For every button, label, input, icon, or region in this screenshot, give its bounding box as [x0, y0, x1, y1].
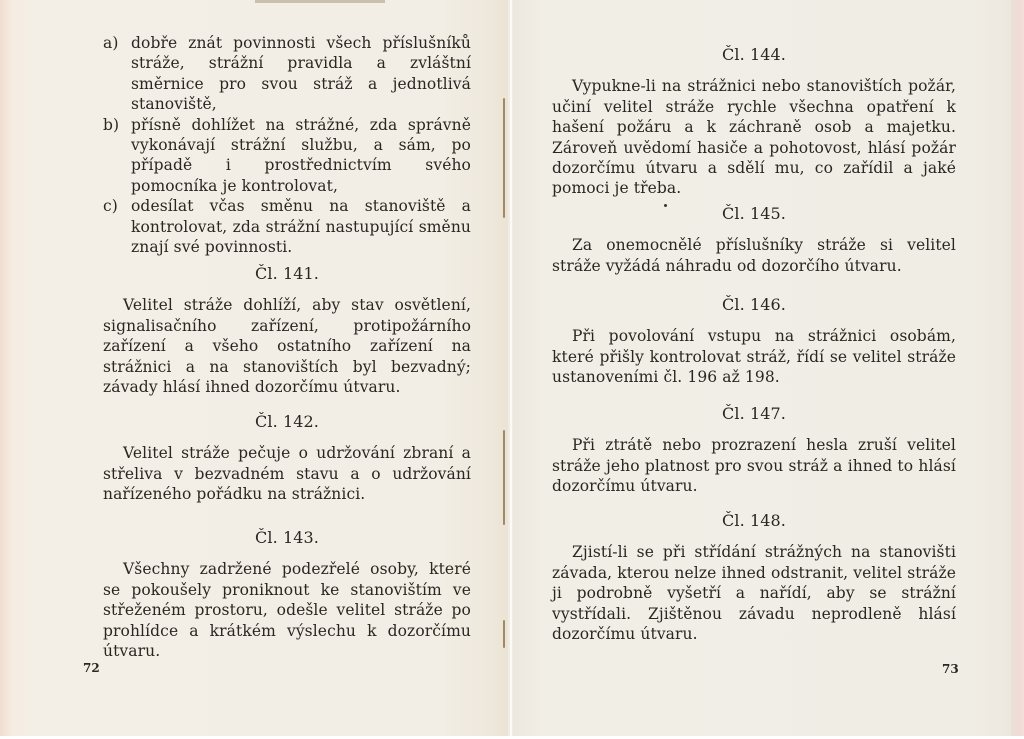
article-heading: Čl. 142. [255, 412, 319, 431]
article-144 [552, 45, 956, 199]
list-item-c [103, 196, 471, 257]
article-142 [103, 412, 471, 505]
article-text: Velitel stráže pečuje o udržování zbraní a střeliva v bezvadném stavu a o udržování nařízeného pořádku na strážnici. [103, 444, 471, 504]
article-text: Velitel stráže dohlíží, aby stav osvětlení, signalisačního zařízení, protipožárního zařízení a všeho ostatního zařízení na strážnici a na stanovištích byl bezvadný; závady hlásí ihned dozorčímu útvaru. [103, 296, 471, 397]
page-number-right: 73 [942, 662, 959, 676]
article-146 [552, 295, 956, 388]
top-edge-strip [255, 0, 385, 3]
article-147 [552, 404, 956, 497]
article-heading: Čl. 141. [255, 264, 319, 283]
article-text: Vypukne-li na strážnici nebo stanovištích požár, učiní velitel stráže rychle všechna opatření k hašení požáru a k záchraně osob a majetku. Zároveň uvědomí hasiče a pohotovost, hlásí požár dozorčímu útvaru a sdělí mu, co zařídil a jaké pomoci je třeba. [552, 77, 956, 198]
binding-thread [503, 98, 505, 218]
article-heading: Čl. 144. [722, 45, 786, 64]
article-heading: Čl. 148. [722, 511, 786, 530]
list-item-text: odesílat včas směnu na stanoviště a kontrolovat, zda strážní nastupující směnu znají své povinnosti. [131, 197, 471, 257]
binding-thread [503, 620, 505, 648]
article-text: Zjistí-li se při střídání strážných na stanovišti závada, kterou nelze ihned odstranit, velitel stráže ji podrobně vyšetří a nařídí, aby se strážní vystřídali. Zjištěnou závadu neprodleně hlásí dozorčímu útvaru. [552, 543, 956, 644]
article-145 [552, 204, 956, 276]
page-edge [1011, 0, 1024, 739]
page-number-left: 72 [83, 661, 100, 675]
article-148 [552, 511, 956, 644]
left-page-list [103, 33, 471, 257]
list-item-b [103, 115, 471, 197]
article-text: Při povolování vstupu na strážnici osobám, které přišly kontrolovat stráž, řídí se velitel stráže ustanoveními čl. 196 až 198. [552, 327, 956, 387]
article-heading: Čl. 146. [722, 295, 786, 314]
article-text: Všechny zadržené podezřelé osoby, které se pokoušely proniknout ke stanovištím ve střeženém prostoru, odešle velitel stráže po prohlídce a krátkém výslechu k dozorčímu útvaru. [103, 560, 471, 661]
article-heading: Čl. 147. [722, 404, 786, 423]
binding-thread [503, 430, 505, 525]
article-143 [103, 528, 471, 661]
list-marker: c) [103, 197, 118, 216]
gutter [510, 0, 512, 739]
list-marker: b) [103, 115, 120, 134]
article-text: Za onemocnělé příslušníky stráže si velitel stráže vyžádá náhradu od dozorčího útvaru. [552, 236, 956, 275]
article-heading: Čl. 143. [255, 528, 319, 547]
article-141 [103, 264, 471, 397]
list-item-text: dobře znát povinnosti všech příslušníků stráže, strážní pravidla a zvláštní směrnice pro svou stráž a jednotlivá stanoviště, [131, 34, 471, 114]
list-marker: a) [103, 34, 119, 52]
article-text: Při ztrátě nebo prozrazení hesla zruší velitel stráže jeho platnost pro svou stráž a ihned to hlásí dozorčímu útvaru. [552, 436, 956, 496]
article-heading: Čl. 145. [722, 204, 786, 223]
list-item-text: přísně dohlížet na strážné, zda správně vykonávají strážní službu, a sám, po případě i prostřednictvím svého pomocníka je kontrolovat, [131, 115, 471, 195]
list-item-a [103, 33, 471, 115]
